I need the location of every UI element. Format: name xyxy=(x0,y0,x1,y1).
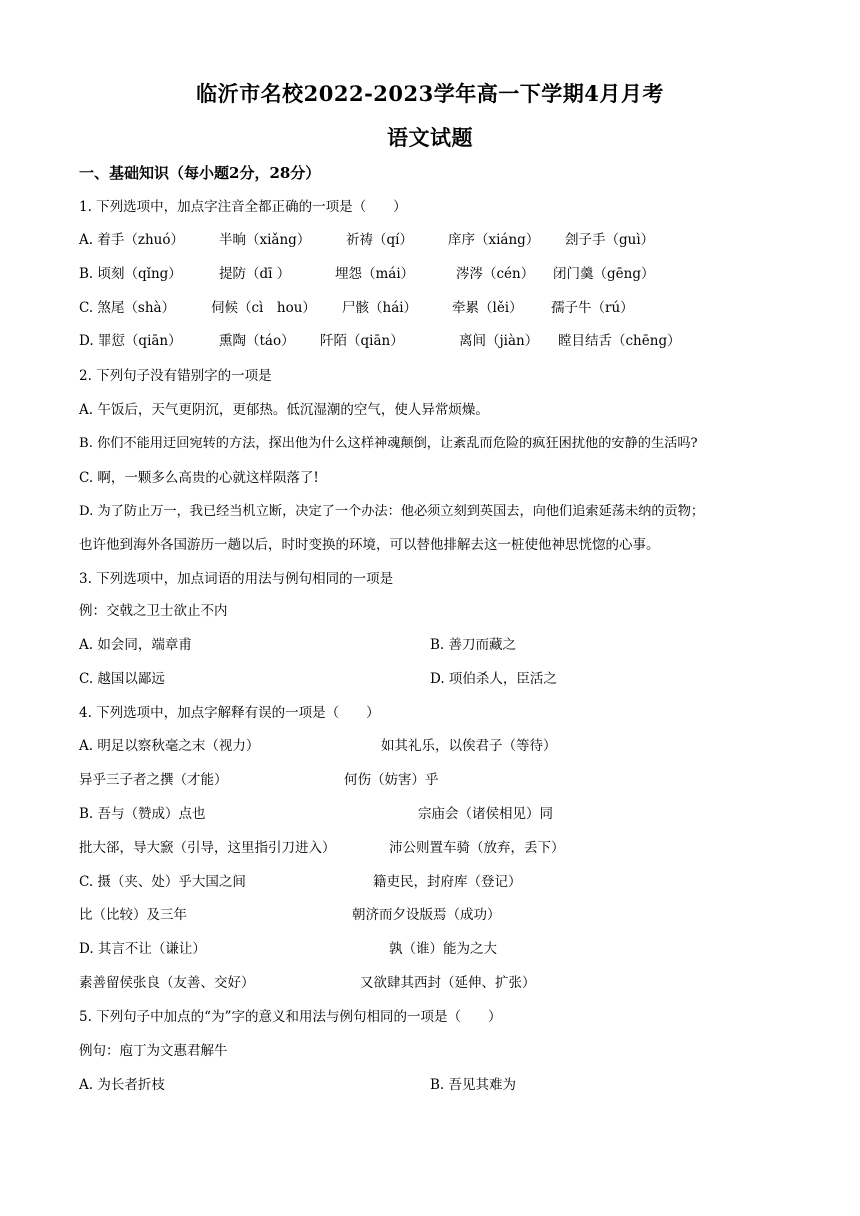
q4-b-1: B. 吾与（赞成）点也 xyxy=(79,806,206,822)
q1-d-4: 离间（jiàn） xyxy=(459,333,539,349)
q2-option-d-line2: 也许他到海外各国游历一趟以后，时时变换的环境，可以替他排解去这一桩使他神思恍惚的心事。 xyxy=(79,537,660,553)
q4-stem: 4. 下列选项中，加点字解释有误的一项是（ ） xyxy=(79,705,380,721)
q2-option-c: C. 啊，一颗多么高贵的心就这样陨落了! xyxy=(79,470,319,486)
q4-c-4: 朝济而夕设版焉（成功） xyxy=(352,907,501,923)
q1-d-1: D. 罪愆（qiān） xyxy=(79,333,182,349)
q1-b-5: 闭门羹（gēng） xyxy=(553,266,655,282)
q3-stem: 3. 下列选项中，加点词语的用法与例句相同的一项是 xyxy=(79,571,394,587)
q3-option-b: B. 善刀而藏之 xyxy=(430,637,517,653)
q3-option-a: A. 如会同，端章甫 xyxy=(79,637,192,653)
q4-a-2: 如其礼乐，以俟君子（等待） xyxy=(381,738,557,754)
q4-b-3: 批大郤，导大窾（引导，这里指引刀进入） xyxy=(79,840,336,856)
section-heading: 一、基础知识（每小题2分，28分） xyxy=(79,164,321,182)
q2-option-d-line1: D. 为了防止万一，我已经当机立断，决定了一个办法：他必须立刻到英国去，向他们追索延荡未纳的贡物； xyxy=(79,504,705,519)
q1-c-1: C. 煞尾（shà） xyxy=(79,300,176,316)
q5-option-a: A. 为长者折枝 xyxy=(79,1077,165,1093)
q1-a-5: 刽子手（guì） xyxy=(565,232,655,248)
q4-d-4: 又欲肆其西封（延伸、扩张） xyxy=(360,975,536,991)
q1-c-3: 尸骸（hái） xyxy=(342,300,418,316)
q1-stem: 1. 下列选项中，加点字注音全都正确的一项是（ ） xyxy=(79,199,407,215)
q1-a-4: 庠序（xiáng） xyxy=(448,232,540,248)
q2-option-b: B. 你们不能用迂回宛转的方法，探出他为什么这样神魂颠倒，让紊乱而危险的疯狂困扰他的安静的生活吗? xyxy=(79,436,698,451)
q1-a-1: A. 着手（zhuó） xyxy=(79,232,184,248)
q1-c-2: 伺候（cì hou） xyxy=(211,300,316,316)
exam-title: 临沂市名校2022-2023学年高一下学期4月月考 xyxy=(196,81,664,106)
q4-b-4: 沛公则置车骑（放弃，丢下） xyxy=(389,840,565,856)
q4-d-3: 素善留侯张良（友善、交好） xyxy=(79,975,255,991)
q5-example: 例句：庖丁为文惠君解牛 xyxy=(79,1043,228,1059)
q5-option-b: B. 吾见其难为 xyxy=(430,1077,517,1093)
q1-b-1: B. 顷刻（qǐng） xyxy=(79,266,182,282)
q4-b-2: 宗庙会（诸侯相见）同 xyxy=(418,806,553,822)
q1-a-3: 祈祷（qí） xyxy=(346,232,413,248)
q1-b-2: 提防（dī ） xyxy=(219,266,291,282)
q1-c-4: 牵累（lěi） xyxy=(452,300,523,316)
q1-a-2: 半晌（xiǎng） xyxy=(219,232,311,248)
q3-option-d: D. 项伯杀人，臣活之 xyxy=(430,671,557,687)
q3-option-c: C. 越国以鄙远 xyxy=(79,671,165,687)
q2-option-a: A. 午饭后，天气更阴沉，更郁热。低沉湿潮的空气，使人异常烦燥。 xyxy=(79,402,489,418)
q4-c-3: 比（比较）及三年 xyxy=(79,907,187,923)
q4-a-4: 何伤（妨害）乎 xyxy=(344,772,439,788)
q4-c-2: 籍吏民，封府库（登记） xyxy=(373,874,522,890)
q4-d-2: 孰（谁）能为之大 xyxy=(389,941,497,957)
q1-c-5: 孺子牛（rú） xyxy=(551,300,634,316)
q2-stem: 2. 下列句子没有错别字的一项是 xyxy=(79,368,272,384)
q4-c-1: C. 摄（夹、处）乎大国之间 xyxy=(79,874,246,890)
q4-a-1: A. 明足以察秋毫之末（视力） xyxy=(79,738,260,754)
q1-b-3: 埋怨（mái） xyxy=(335,266,415,282)
exam-subtitle: 语文试题 xyxy=(387,125,473,150)
q5-stem: 5. 下列句子中加点的“为”字的意义和用法与例句相同的一项是（ ） xyxy=(79,1009,502,1025)
q4-d-1: D. 其言不让（谦让） xyxy=(79,941,206,957)
q1-d-2: 熏陶（táo） xyxy=(219,333,295,349)
q3-example: 例：交戟之卫士欲止不内 xyxy=(79,603,228,619)
q4-a-3: 异乎三子者之撰（才能） xyxy=(79,772,228,788)
q1-b-4: 涔涔（cén） xyxy=(456,266,535,282)
q1-d-5: 瞠目结舌（chēng） xyxy=(558,333,681,349)
q1-d-3: 阡陌（qiān） xyxy=(320,333,404,349)
